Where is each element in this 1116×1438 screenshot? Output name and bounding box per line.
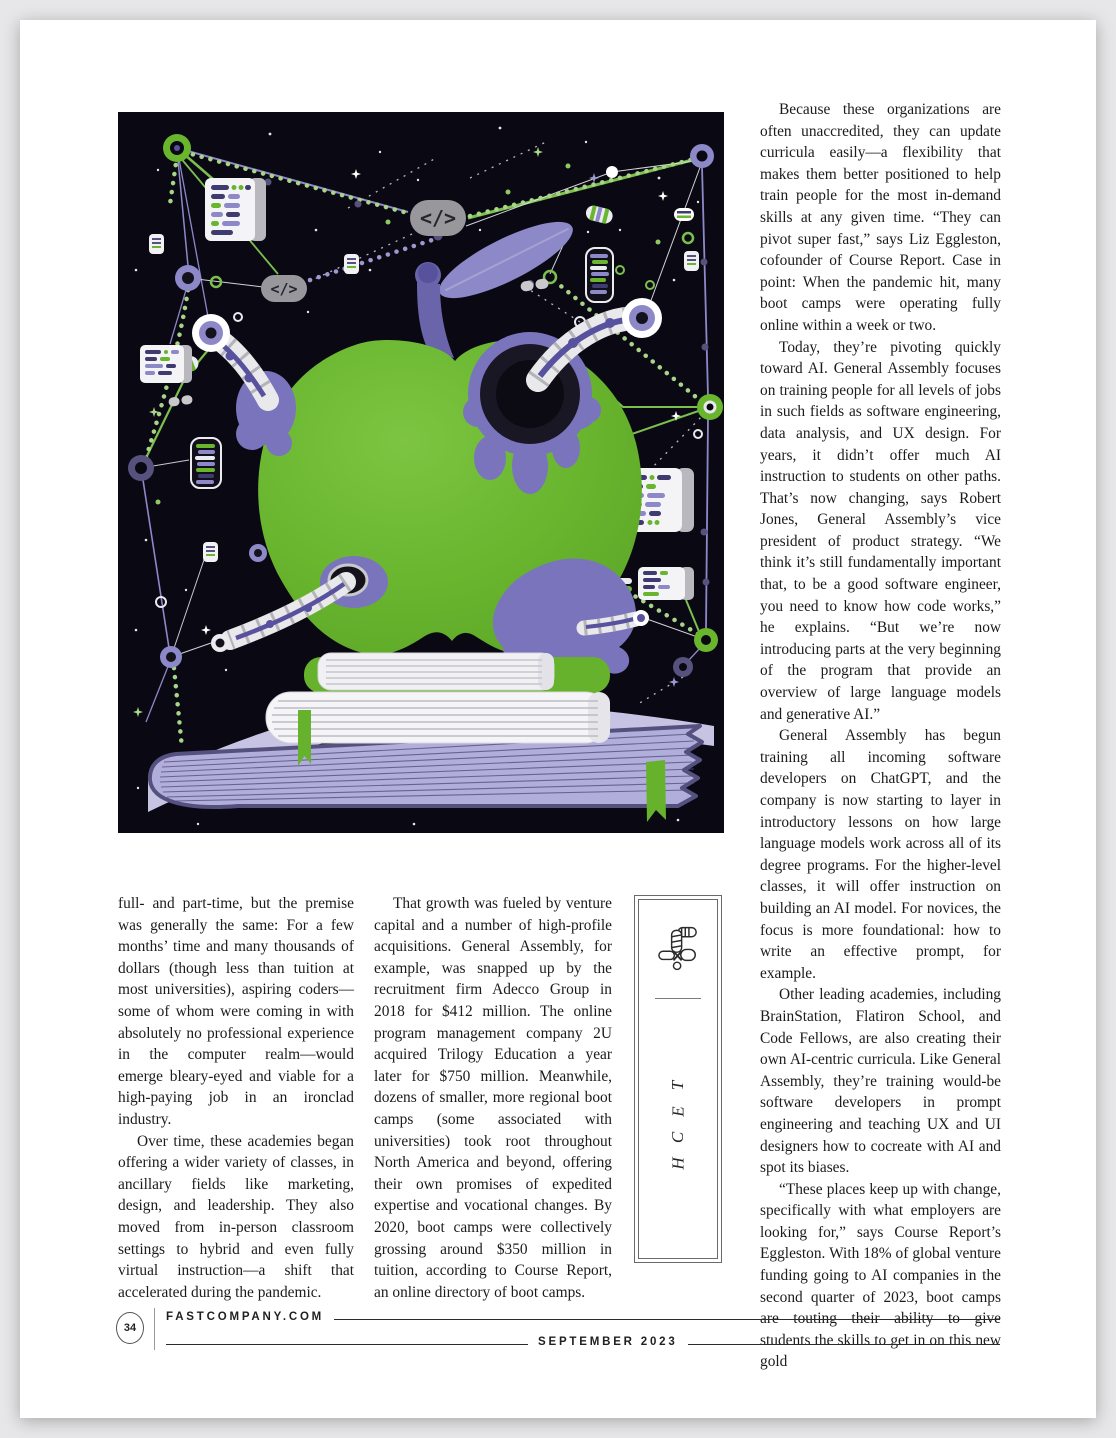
code-badge-text: </>	[419, 206, 457, 230]
paragraph: Over time, these academies began offering a wider variety of classes, in ancillary fields like marketing, design, and leadership. They also moved from in-person classroom settings to hybrid and even fully virtual instruction—a shift that accelerated during the pandemic.	[118, 1132, 354, 1301]
page-number: 34	[123, 1322, 137, 1334]
paragraph: Other leading academies, including BrainStation, Flatiron School, and Code Fellows, are also creating their own AI-centric curricula. Like General Assembly, they’re training would-be software developers in prompt engineering and teaching UX and UI designers how to cocreate with AI and spot its biases.	[760, 986, 1001, 1177]
page-stack-large	[266, 692, 610, 743]
paragraph: Today, they’re pivoting quickly toward AI. General Assembly focuses on training people for all levels of jobs in such fields as software engineering, data analysis, and UX design. For years, it didn’t offer much AI instruction to students on other paths. That’s now changing, says Robert Jones, General Assembly’s vice president of product strategy. “We think it’s still fundamentally important that, to be a good software engineer, you need to know how code works,” he explains. “But we’re now introducing parts at the very beginning of the program that provide an overview of large language models and generative AI.”	[760, 338, 1001, 723]
paragraph: General Assembly has begun training all incoming software developers on ChatGPT, and the company is now starting to layer in introductory lessons on how large language models work across all of its degree programs. For the higher-level classes, it will offer instruction on building an AI model. For novices, the focus is more foundational: how to write an effective prompt, for example.	[760, 727, 1001, 982]
ornament-divider	[655, 998, 701, 999]
footer-site: FASTCOMPANY.COM	[166, 1311, 325, 1323]
footer-issue: SEPTEMBER 2023	[538, 1336, 678, 1348]
paragraph: Because these organizations are often unaccredited, they can update curricula easily—a flexibility that makes them better positioned to help train people for the most in-demand skills at any given time. “They can pivot super fast,” says Liz Eggleston, cofounder of Course Report. Case in point: When the pandemic hit, many boot camps were operating fully online within a week or two.	[760, 101, 1001, 334]
fastcompany-ornament-icon	[656, 924, 700, 984]
code-badge-text: </>	[270, 280, 298, 298]
code-badge-icon-small	[261, 275, 307, 302]
paragraph: “These places keep up with change, specifically with what employers are looking for,” says Course Report’s Eggleston. With 18% of global venture funding going to AI companies in the second quarter of 2023, boot camps are touting their ability to give students the skills to get in on this new gold	[760, 1180, 1001, 1371]
article-column-middle	[374, 893, 612, 1303]
article-column-left	[118, 893, 354, 1303]
paragraph: full- and part-time, but the premise was generally the same: For a few months’ time and many thousands of dollars (though less than tuition at most universities), aspiring coders—some of whom were coming in with absolutely no professional experience in the computer realm—would emerge bleary-eyed and viable for a high-paying job in an ironclad industry.	[118, 895, 354, 1128]
code-badge-icon	[410, 200, 466, 236]
paragraph: That growth was fueled by venture capital and a number of high-profile acquisitions. General Assembly, for example, was snapped up by the recruitment firm Adecco Group in 2018 for $412 million. The online program management company 2U acquired Trilogy Education a year later for $750 million. Meanwhile, dozens of smaller, more regional boot camps (some associated with universities) took root throughout North America and beyond, offering their own promises of expedited expertise and vocational changes. By 2020, boot camps were collectively grossing around $350 million in tuition, according to Course Report, an online directory of boot camps.	[374, 895, 612, 1301]
section-label-box	[634, 895, 722, 1263]
apple-illustration	[118, 112, 724, 833]
page-stack-small	[318, 653, 554, 690]
article-column-right	[760, 99, 1001, 1373]
section-label-tech: T E C H	[668, 1080, 688, 1170]
